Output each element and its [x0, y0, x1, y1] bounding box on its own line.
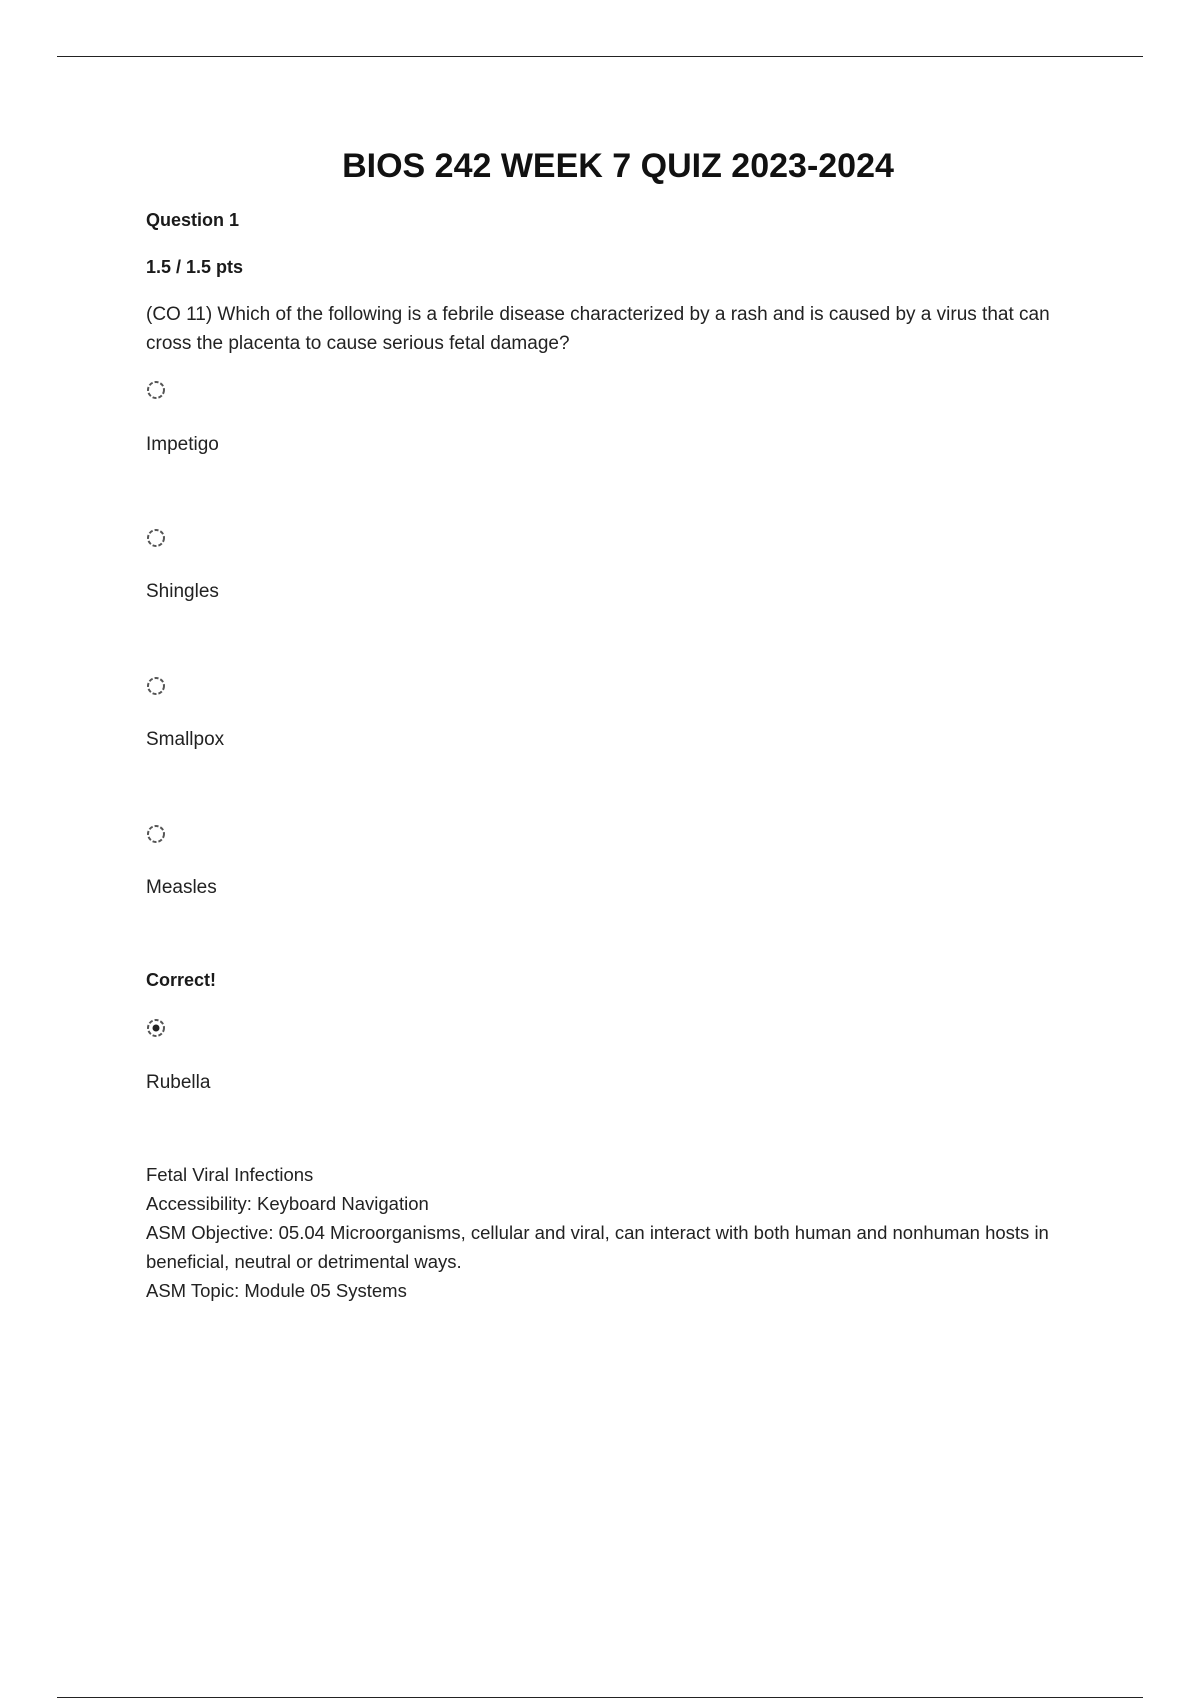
correct-indicator: Correct! — [146, 970, 217, 990]
radio-unselected-icon — [146, 676, 166, 696]
option-label-measles[interactable]: Measles — [146, 877, 217, 898]
radio-selected-icon — [146, 1018, 166, 1038]
metadata-objective: ASM Objective: 05.04 Microorganisms, cellular and viral, can interact with both human and nonhuman hosts in beneficial, neutral or detrimental ways. — [146, 1222, 1049, 1272]
option-radio-impetigo[interactable] — [146, 380, 166, 400]
document-title: BIOS 242 WEEK 7 QUIZ 2023-2024 — [342, 147, 894, 185]
radio-unselected-icon — [146, 528, 166, 548]
metadata-accessibility: Accessibility: Keyboard Navigation — [146, 1193, 429, 1214]
question-label: Question 1 — [146, 210, 240, 230]
option-label-smallpox[interactable]: Smallpox — [146, 729, 225, 750]
option-label-rubella[interactable]: Rubella — [146, 1072, 211, 1093]
option-radio-measles[interactable] — [146, 824, 166, 844]
question-metadata — [146, 1160, 1086, 1305]
metadata-asm-topic: ASM Topic: Module 05 Systems — [146, 1280, 407, 1301]
option-label-impetigo[interactable]: Impetigo — [146, 434, 219, 455]
radio-unselected-icon — [146, 380, 166, 400]
bottom-divider — [57, 1697, 1143, 1698]
option-label-shingles[interactable]: Shingles — [146, 581, 219, 602]
option-radio-shingles[interactable] — [146, 528, 166, 548]
option-radio-smallpox[interactable] — [146, 676, 166, 696]
top-divider — [57, 56, 1143, 57]
question-text: (CO 11) Which of the following is a febrile disease characterized by a rash and is caused by a virus that can cross the placenta to cause serious fetal damage? — [146, 304, 1050, 354]
option-radio-rubella[interactable] — [146, 1018, 166, 1038]
radio-unselected-icon — [146, 824, 166, 844]
question-points: 1.5 / 1.5 pts — [146, 257, 244, 277]
metadata-topic: Fetal Viral Infections — [146, 1164, 314, 1185]
